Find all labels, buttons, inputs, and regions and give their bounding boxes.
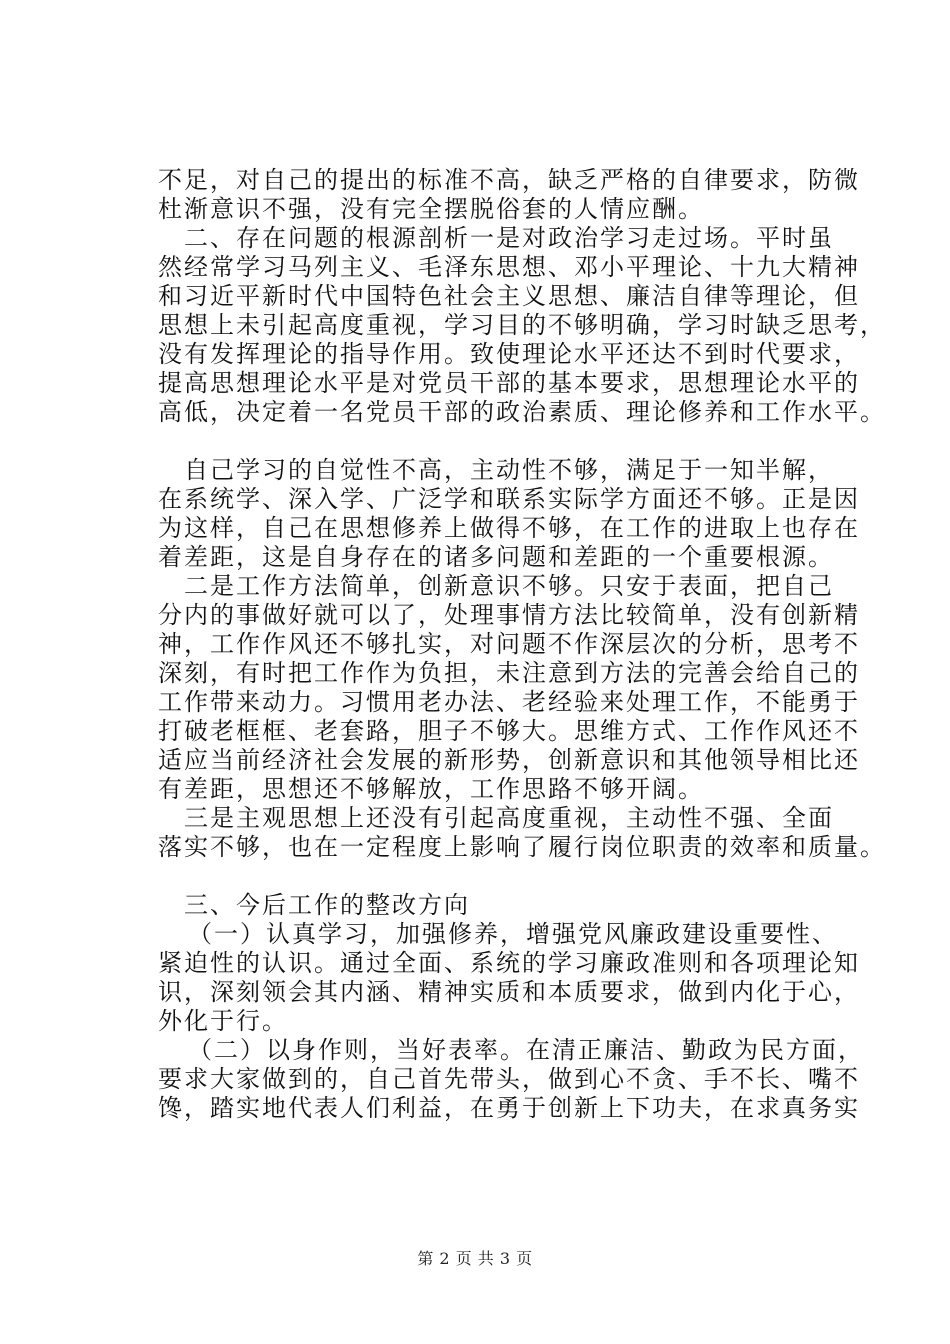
text-line: 自己学习的自觉性不高，主动性不够，满足于一知半解， xyxy=(184,456,834,484)
paragraph-6 xyxy=(158,920,860,1036)
text-line: 工作带来动力。习惯用老办法、老经验来处理工作，不能勇于 xyxy=(158,688,860,716)
section-heading: 三、今后工作的整改方向 xyxy=(184,891,470,919)
text-line: 思想上未引起高度重视，学习目的不够明确，学习时缺乏思考， xyxy=(158,311,886,339)
text-line: 外化于行。 xyxy=(158,1007,288,1035)
text-line: 三是主观思想上还没有引起高度重视，主动性不强、全面 xyxy=(184,804,834,832)
text-line: 有差距，思想还不够解放，工作思路不够开阔。 xyxy=(158,775,704,803)
text-line: 二是工作方法简单，创新意识不够。只安于表面，把自己 xyxy=(184,572,834,600)
text-line: 二、存在问题的根源剖析一是对政治学习走过场。平时虽 xyxy=(184,224,834,252)
text-line: 馋，踏实地代表人们利益，在勇于创新上下功夫，在求真务实 xyxy=(158,1094,860,1122)
text-line: 然经常学习马列主义、毛泽东思想、邓小平理论、十九大精神 xyxy=(158,253,860,281)
text-line: 适应当前经济社会发展的新形势，创新意识和其他领导相比还 xyxy=(158,746,860,774)
text-line: （一）认真学习，加强修养，增强党风廉政建设重要性、 xyxy=(188,920,838,948)
text-line: 为这样，自己在思想修养上做得不够，在工作的进取上也存在 xyxy=(158,514,860,542)
paragraph-1 xyxy=(158,166,860,224)
text-line: 着差距，这是自身存在的诸多问题和差距的一个重要根源。 xyxy=(158,543,834,571)
page-number-label: 第 2 页 共 3 页 xyxy=(417,1249,533,1268)
text-line: 不足，对自己的提出的标准不高，缺乏严格的自律要求，防微 xyxy=(158,166,860,194)
text-line: 没有发挥理论的指导作用。致使理论水平还达不到时代要求， xyxy=(158,340,860,368)
text-line: 分内的事做好就可以了，处理事情方法比较简单，没有创新精 xyxy=(158,601,860,629)
text-line: 高低，决定着一名党员干部的政治素质、理论修养和工作水平。 xyxy=(158,398,886,426)
paragraph-7 xyxy=(158,1036,864,1123)
text-line: 提高思想理论水平是对党员干部的基本要求，思想理论水平的 xyxy=(158,369,860,397)
text-line: 深刻，有时把工作作为负担，未注意到方法的完善会给自己的 xyxy=(158,659,860,687)
text-line: 识，深刻领会其内涵、精神实质和本质要求，做到内化于心， xyxy=(158,978,860,1006)
text-line: 要求大家做到的，自己首先带头，做到心不贪、手不长、嘴不 xyxy=(158,1065,860,1093)
text-line: 落实不够，也在一定程度上影响了履行岗位职责的效率和质量。 xyxy=(158,833,886,861)
text-line: 打破老框框、老套路，胆子不够大。思维方式、工作作风还不 xyxy=(158,717,860,745)
paragraph-4 xyxy=(158,572,860,804)
text-line: 在系统学、深入学、广泛学和联系实际学方面还不够。正是因 xyxy=(158,485,860,513)
paragraph-2 xyxy=(158,224,886,427)
paragraph-3 xyxy=(158,456,860,572)
text-line: 杜渐意识不强，没有完全摆脱俗套的人情应酬。 xyxy=(158,195,704,223)
paragraph-5 xyxy=(158,804,886,862)
text-line: 和习近平新时代中国特色社会主义思想、廉洁自律等理论，但 xyxy=(158,282,860,310)
text-line: 紧迫性的认识。通过全面、系统的学习廉政准则和各项理论知 xyxy=(158,949,860,977)
paragraph-gap xyxy=(158,427,848,456)
page-footer xyxy=(0,1246,950,1269)
text-line: 神，工作作风还不够扎实，对问题不作深层次的分析，思考不 xyxy=(158,630,860,658)
text-line: （二）以身作则，当好表率。在清正廉洁、勤政为民方面， xyxy=(188,1036,864,1064)
paragraph-gap xyxy=(158,862,848,891)
document-body xyxy=(158,166,886,1123)
